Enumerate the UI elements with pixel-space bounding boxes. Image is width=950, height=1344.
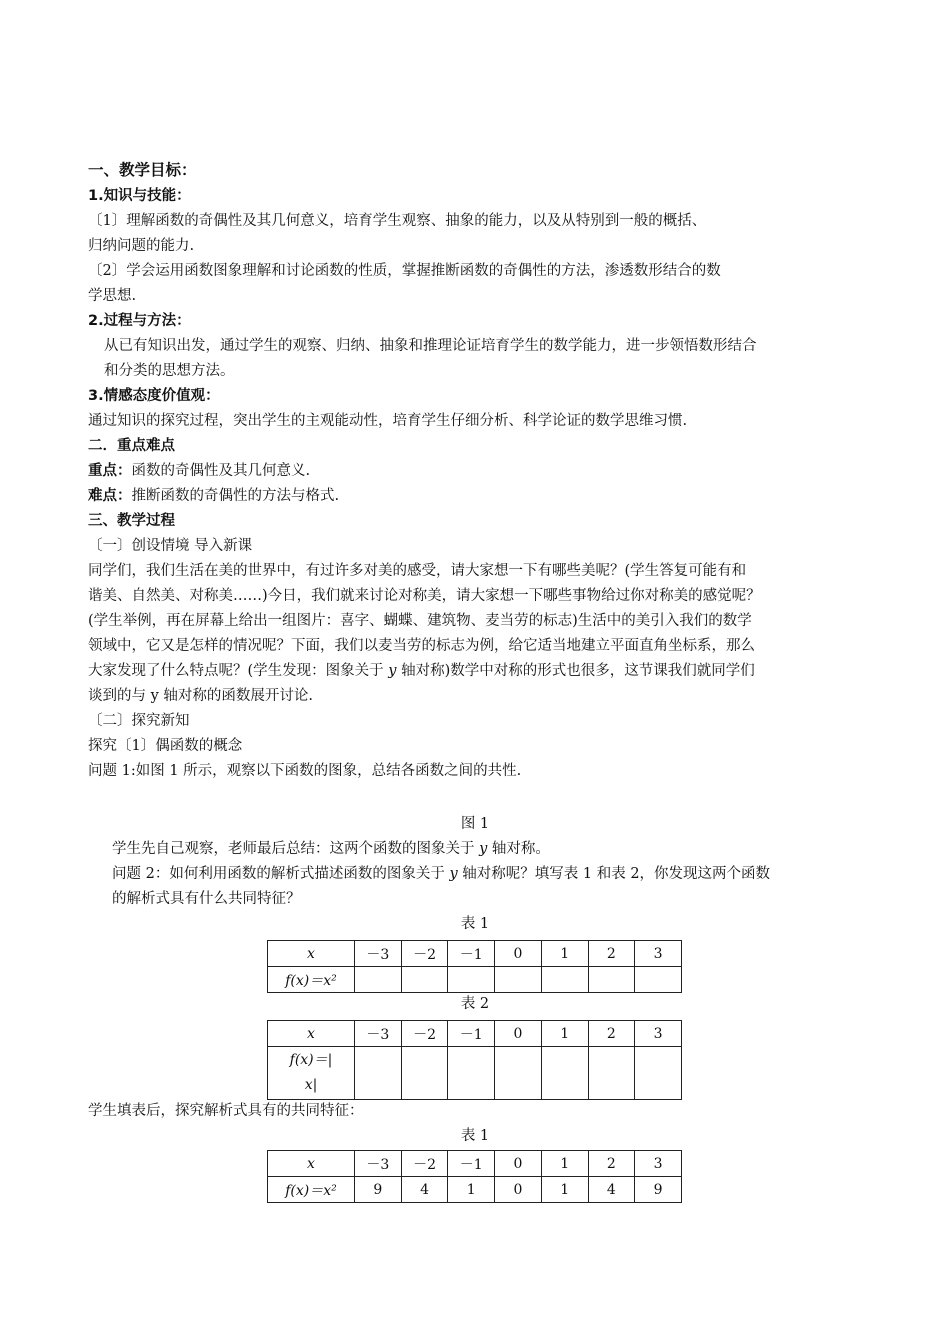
subheading-process-method: 2.过程与方法：	[88, 313, 191, 329]
table-cell-x: 2	[588, 941, 635, 967]
table-row	[268, 941, 682, 967]
summary-part1: 学生先自己观察，老师最后总结：这两个函数的图象关于	[112, 841, 480, 857]
table-cell-x: 3	[635, 1151, 682, 1177]
table-cell-x: 0	[495, 941, 542, 967]
table-cell-x: －3	[355, 1151, 402, 1177]
paragraph-process-line1: 从已有知识出发，通过学生的观察、归纳、抽象和推理论证培育学生的数学能力，进一步领悟数形结合	[104, 338, 757, 354]
table-row	[268, 1021, 682, 1047]
table-cell-x: －2	[401, 1021, 448, 1047]
table-cell-fx: 1	[541, 1177, 588, 1203]
intro-line3: (学生举例，再在屏幕上给出一组图片：喜字、蝴蝶、建筑物、麦当劳的标志)生活中的美引入我们的数学	[88, 613, 752, 629]
table-cell-fx: 9	[635, 1177, 682, 1203]
difficulty-label: 难点：	[88, 488, 132, 504]
table-cell-x: 1	[541, 941, 588, 967]
question-2-line1	[112, 864, 770, 884]
table-cell-fx: 1	[448, 1177, 495, 1203]
table-row	[268, 1151, 682, 1177]
table-row	[268, 967, 682, 993]
table-cell-x: 2	[588, 1151, 635, 1177]
summary-y: y	[479, 841, 488, 857]
table-cell-x: －3	[355, 1021, 402, 1047]
figure-1-caption: 图 1	[460, 816, 490, 832]
table-cell-x: 0	[495, 1021, 542, 1047]
table-row	[268, 1047, 682, 1100]
intro-line5-y: y	[388, 663, 397, 679]
intro-line1: 同学们，我们生活在美的世界中，有过许多对美的感受，请大家想一下有哪些美呢？(学生答复可能有和	[88, 563, 747, 579]
table-cell-x: －1	[448, 941, 495, 967]
paragraph-process-line2: 和分类的思想方法。	[104, 363, 235, 379]
table-cell-x: －2	[401, 941, 448, 967]
table-cell-empty	[635, 1047, 682, 1100]
table-cell-empty	[355, 967, 402, 993]
table-1-filled	[267, 1150, 682, 1203]
table-3-title: 表 1	[460, 1128, 490, 1144]
table-cell-x: －3	[355, 941, 402, 967]
summary-part2: 轴对称。	[487, 841, 550, 857]
table-cell-empty	[635, 967, 682, 993]
paragraph-goal-1-line1: 〔1〕理解函数的奇偶性及其几何意义，培育学生观察、抽象的能力，以及从特别到一般的概括、	[88, 213, 707, 229]
subheading-values: 3.情感态度价值观：	[88, 388, 220, 404]
intro-line2: 谐美、自然美、对称美……)今日，我们就来讨论对称美，请大家想一下哪些事物给过你对称美的感觉呢？	[88, 588, 761, 604]
summary-line	[112, 839, 550, 859]
intro-line5-part2: 轴对称)数学中对称的形式也很多，这节课我们就同学们	[396, 663, 755, 679]
key-point-text: 函数的奇偶性及其几何意义.	[131, 463, 311, 479]
table-cell-empty	[448, 1047, 495, 1100]
paragraph-goal-1-line2: 归纳问题的能力.	[88, 238, 195, 254]
table-header-x: x	[268, 1151, 355, 1177]
intro-line5	[88, 661, 755, 681]
table-cell-fx: 0	[495, 1177, 542, 1203]
table-cell-fx: 4	[588, 1177, 635, 1203]
table-cell-x: 1	[541, 1021, 588, 1047]
heading-key-difficulty: 二．重点难点	[88, 438, 175, 454]
heading-teaching-process: 三、教学过程	[88, 513, 175, 529]
question-1: 问题 1:如图 1 所示，观察以下函数的图象，总结各函数之间的共性.	[88, 763, 522, 779]
question-2-part1: 问题 2：如何利用函数的解析式描述函数的图象关于	[112, 866, 450, 882]
table-2	[267, 1020, 682, 1100]
table-cell-x: －1	[448, 1151, 495, 1177]
table-cell-x: 3	[635, 941, 682, 967]
explore1-heading: 探究〔1〕偶函数的概念	[88, 738, 243, 754]
table-cell-x: 3	[635, 1021, 682, 1047]
difficulty-text: 推断函数的奇偶性的方法与格式.	[131, 488, 340, 504]
question-2-line2: 的解析式具有什么共同特征？	[112, 891, 301, 907]
table-header-fx: f(x)＝x²	[268, 967, 355, 993]
table-header-fx: f(x)＝x²	[268, 1177, 355, 1203]
difficulty-line	[88, 486, 339, 506]
table-cell-empty	[448, 967, 495, 993]
table-cell-empty	[355, 1047, 402, 1100]
question-2-part2: 轴对称呢？填写表 1 和表 2，你发现这两个函数	[457, 866, 771, 882]
question-2-y: y	[449, 866, 458, 882]
table-cell-empty	[588, 967, 635, 993]
intro-line6: 谈到的与 y 轴对称的函数展开讨论.	[88, 688, 314, 704]
key-point-line	[88, 461, 310, 481]
table-cell-x: －1	[448, 1021, 495, 1047]
table-cell-empty	[495, 1047, 542, 1100]
table-cell-fx: 4	[401, 1177, 448, 1203]
after-fill-text: 学生填表后，探究解析式具有的共同特征：	[88, 1103, 364, 1119]
intro-line4: 领域中，它又是怎样的情况呢？下面，我们以麦当劳的标志为例，给它适当地建立平面直角坐标系，那么	[88, 638, 755, 654]
table-cell-x: 2	[588, 1021, 635, 1047]
paragraph-values: 通过知识的探究过程，突出学生的主观能动性，培育学生仔细分析、科学论证的数学思维习惯.	[88, 413, 688, 429]
fx-abs-label-line2: x|	[304, 1077, 318, 1093]
table-1-title: 表 1	[460, 916, 490, 932]
table-2-title: 表 2	[460, 996, 490, 1012]
subheading-knowledge-skills: 1.知识与技能：	[88, 188, 191, 204]
table-cell-empty	[495, 967, 542, 993]
table-cell-x: －2	[401, 1151, 448, 1177]
paragraph-goal-2-line2: 学思想.	[88, 288, 137, 304]
part1-heading: 〔一〕创设情境 导入新课	[88, 538, 253, 554]
intro-line5-part1: 大家发现了什么特点呢？(学生发现：图象关于	[88, 663, 389, 679]
paragraph-goal-2-line1: 〔2〕学会运用函数图象理解和讨论函数的性质，掌握推断函数的奇偶性的方法，渗透数形结合的数	[88, 263, 721, 279]
table-header-x: x	[268, 941, 355, 967]
table-header-fx-abs	[268, 1047, 355, 1100]
table-cell-empty	[401, 967, 448, 993]
part2-heading: 〔二〕探究新知	[88, 713, 190, 729]
table-cell-x: 1	[541, 1151, 588, 1177]
table-cell-empty	[541, 1047, 588, 1100]
key-point-label: 重点：	[88, 463, 132, 479]
table-cell-empty	[541, 967, 588, 993]
table-cell-empty	[588, 1047, 635, 1100]
table-cell-fx: 9	[355, 1177, 402, 1203]
table-cell-x: 0	[495, 1151, 542, 1177]
fx-abs-label-line1: f(x)＝|	[289, 1052, 333, 1068]
table-1	[267, 940, 682, 993]
table-header-x: x	[268, 1021, 355, 1047]
table-cell-empty	[401, 1047, 448, 1100]
table-row	[268, 1177, 682, 1203]
heading-teaching-goals: 一、教学目标：	[88, 161, 197, 179]
